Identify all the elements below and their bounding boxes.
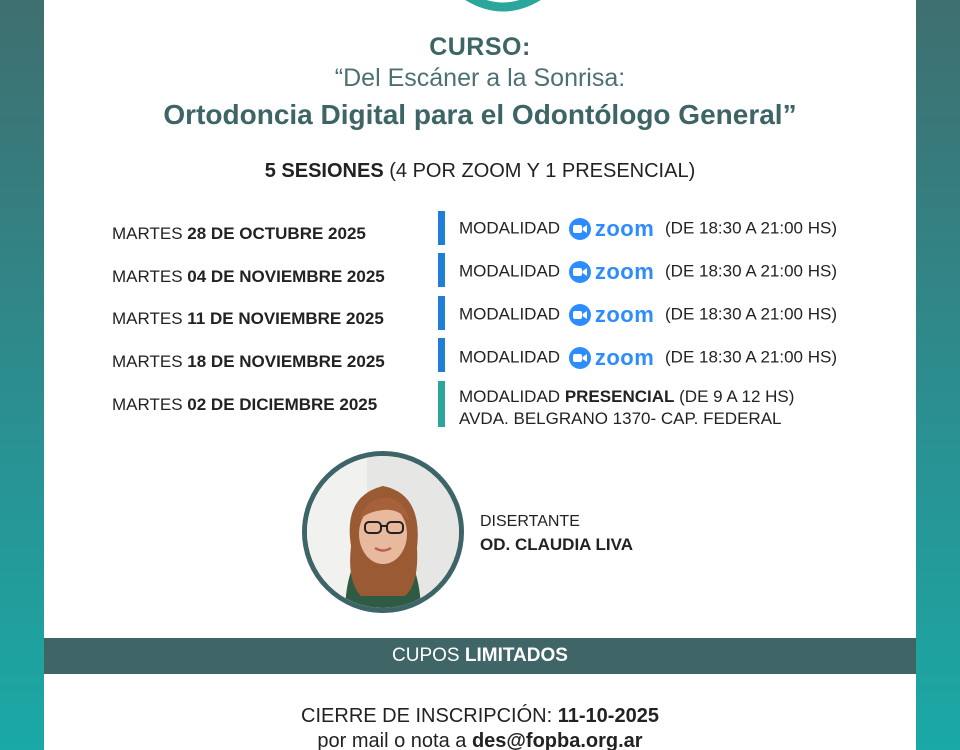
zoom-camera-icon: [569, 218, 591, 240]
zoom-word: zoom: [594, 216, 655, 241]
zoom-camera-icon: [569, 261, 591, 283]
zoom-camera-icon: [569, 347, 591, 369]
session-hours: (DE 18:30 A 21:00 HS): [665, 304, 837, 324]
session-modality: [459, 345, 837, 371]
divider-bar: [438, 211, 445, 245]
session-day: MARTES: [112, 309, 183, 328]
zoom-logo: [569, 345, 654, 371]
session-date: [112, 267, 385, 287]
zoom-word: zoom: [594, 345, 655, 370]
schedule-row: [44, 337, 916, 377]
schedule-row: [44, 251, 916, 291]
speaker-label: DISERTANTE: [480, 513, 580, 530]
session-date-bold: 18 DE NOVIEMBRE 2025: [187, 352, 385, 371]
registration-deadline: [44, 705, 916, 728]
modality-label: MODALIDAD: [459, 218, 561, 238]
zoom-logo: [569, 302, 654, 328]
session-day: MARTES: [112, 395, 183, 414]
deadline-label: CIERRE DE INSCRIPCIÓN:: [301, 705, 553, 727]
speaker-name: OD. CLAUDIA LIVA: [480, 535, 633, 554]
divider-bar: [438, 296, 445, 330]
band-prefix: CUPOS: [392, 645, 460, 666]
session-day: MARTES: [112, 267, 183, 286]
session-day: MARTES: [112, 352, 183, 371]
course-title: Ortodoncia Digital para el Odontólogo General”: [163, 99, 797, 130]
band-bold: LIMITADOS: [464, 645, 568, 666]
email-link[interactable]: des@fopba.org.ar: [471, 730, 643, 750]
limited-spots-band: [44, 638, 916, 674]
zoom-logo: [569, 259, 654, 285]
session-date-bold: 04 DE NOVIEMBRE 2025: [187, 267, 385, 286]
course-subtitle: “Del Escáner a la Sonrisa:: [334, 64, 626, 92]
divider-bar: [438, 381, 445, 427]
modality-label: MODALIDAD: [459, 261, 561, 281]
modality-label: MODALIDAD: [459, 347, 561, 367]
session-date: [112, 224, 366, 244]
speaker-photo: [302, 451, 464, 613]
zoom-camera-icon: [569, 304, 591, 326]
logo-arc-icon: [439, 0, 569, 18]
schedule-row: [44, 294, 916, 334]
schedule-row: [44, 380, 916, 430]
sessions-detail: (4 POR ZOOM Y 1 PRESENCIAL): [389, 160, 696, 182]
deadline-date: 11-10-2025: [557, 705, 659, 727]
session-date: [112, 352, 385, 372]
sessions-summary: [44, 160, 916, 183]
registration-card: [44, 674, 916, 750]
session-hours: (DE 18:30 A 21:00 HS): [665, 261, 837, 281]
sessions-count: 5 SESIONES: [264, 160, 384, 182]
zoom-logo: [569, 216, 654, 242]
divider-bar: [438, 338, 445, 372]
session-date: [112, 395, 377, 415]
session-hours: (DE 18:30 A 21:00 HS): [665, 218, 837, 238]
session-address: AVDA. BELGRANO 1370- CAP. FEDERAL: [459, 409, 782, 428]
session-modality: [459, 216, 837, 242]
session-date-bold: 28 DE OCTUBRE 2025: [187, 224, 366, 243]
speaker-portrait-icon: [307, 456, 459, 608]
mail-label: por mail o nota a: [317, 730, 467, 750]
course-heading: CURSO:: [429, 33, 531, 61]
modality-presencial: PRESENCIAL: [564, 387, 675, 406]
session-day: MARTES: [112, 224, 183, 243]
zoom-word: zoom: [594, 302, 655, 327]
session-hours: (DE 9 A 12 HS): [679, 387, 795, 406]
session-date-bold: 02 DE DICIEMBRE 2025: [187, 395, 378, 414]
zoom-word: zoom: [594, 259, 655, 284]
session-date: [112, 309, 384, 329]
schedule-row: [44, 208, 916, 248]
divider-bar: [438, 253, 445, 287]
session-modality: [459, 387, 794, 407]
session-date-bold: 11 DE NOVIEMBRE 2025: [187, 309, 384, 328]
registration-mail: [44, 730, 916, 750]
session-modality: [459, 259, 837, 285]
flyer-card: [44, 0, 916, 638]
session-hours: (DE 18:30 A 21:00 HS): [665, 347, 837, 367]
modality-label: MODALIDAD: [459, 304, 561, 324]
modality-label: MODALIDAD: [459, 387, 561, 406]
session-modality: [459, 302, 837, 328]
